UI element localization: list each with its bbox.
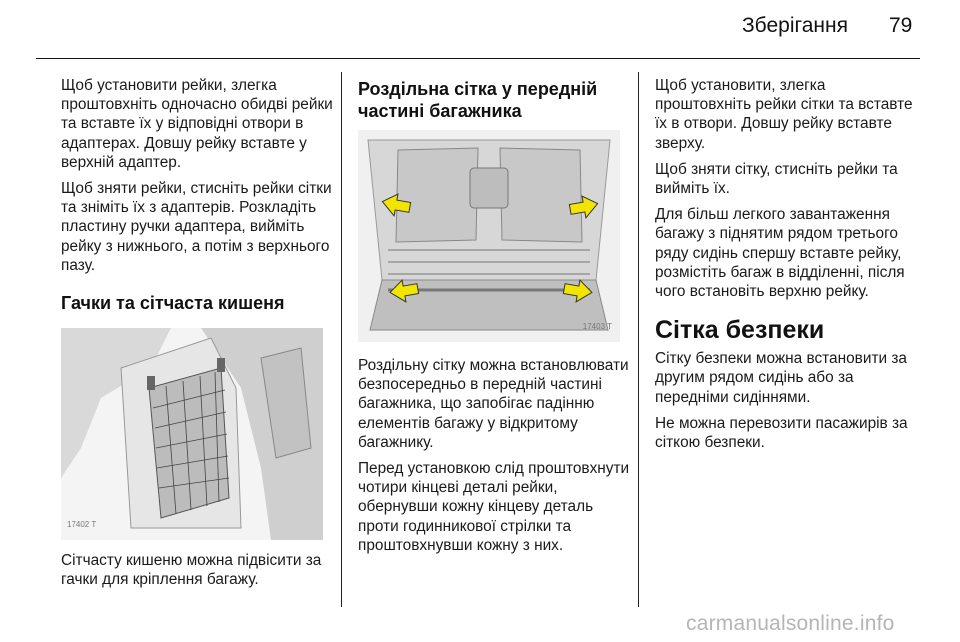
footer-watermark: carmanualsonline.info <box>686 612 895 635</box>
figure-divider-net <box>358 130 620 342</box>
col1-paragraph-2: Щоб зняти рейки, стисніть рейки сітки та зніміть їх з адаптерів. Розкладіть пластину ручки адаптера, вийміть рейку з нижнього, а потім з верхнього пазу. <box>61 180 332 274</box>
col2-paragraph-2: Перед установкою слід проштовхнути чотири кінцеві деталі рейки, обернувши кожну кінцеву деталь проти годинникової стрілки та проштовхнувши кожну з них. <box>358 460 630 554</box>
figure-code-17403: 17403 T <box>582 321 612 331</box>
page-number: 79 <box>889 14 913 37</box>
column-1 <box>61 76 333 596</box>
col3-paragraph-2: Щоб зняти сітку, стисніть рейки та вийміть їх. <box>655 160 898 198</box>
page-title: Зберігання <box>742 14 848 37</box>
col2-paragraph-1: Роздільну сітку можна встановлювати безпосередньо в передній частині багажника, що запобігає падінню елементів багажу у відкритому багажнику. <box>358 357 629 451</box>
col1-paragraph-3: Сітчасту кишеню можна підвісити за гачки для кріплення багажу. <box>61 552 322 589</box>
header-divider <box>36 58 920 59</box>
column-divider-1 <box>341 72 342 607</box>
col3-paragraph-3: Для більш легкого завантаження багажу з піднятим рядом третього ряду сидінь спершу вставте рейку, розмістіть багаж в відділенні, після чого встановіть верхню рейку. <box>655 206 905 301</box>
column-divider-2 <box>638 72 639 607</box>
col1-heading: Гачки та сітчаста кишеня <box>61 293 285 314</box>
col2-heading: Роздільна сітка у передній частині багажника <box>358 79 598 121</box>
figure-net-pocket <box>61 328 323 540</box>
trunk-divider-illustration <box>358 130 620 342</box>
col1-paragraph-1: Щоб установити рейки, злегка проштовхніть одночасно обидві рейки та вставте їх у відповідні отвори в адаптерах. Довшу рейку вставте у верхній адаптер. <box>61 77 333 171</box>
figure-code-17402: 17402 T <box>67 519 97 529</box>
column-3 <box>655 76 923 459</box>
col3-paragraph-4: Сітку безпеки можна встановити за другим рядом сидінь або за передніми сидіннями. <box>655 350 907 406</box>
col3-paragraph-5: Не можна перевозити пасажирів за сіткою безпеки. <box>655 414 908 452</box>
column-2 <box>358 76 630 562</box>
net-pocket-illustration <box>61 328 323 540</box>
col3-paragraph-1: Щоб установити, злегка проштовхніть рейки сітки та вставте їх в отвори. Довшу рейку вставте зверху. <box>655 77 913 152</box>
col3-heading: Сітка безпеки <box>655 316 825 345</box>
